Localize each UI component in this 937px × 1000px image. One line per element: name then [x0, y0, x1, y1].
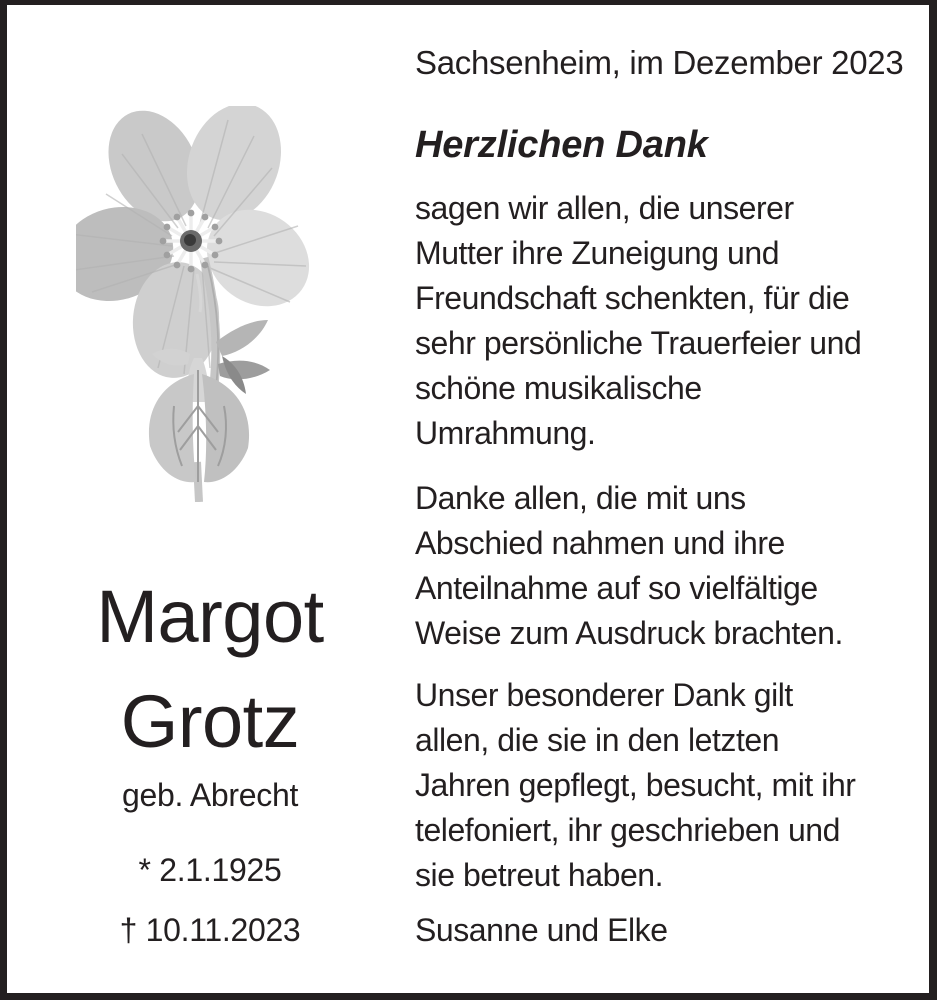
body-line: sagen wir allen, die unserer	[415, 190, 794, 226]
thanks-paragraph-2	[415, 476, 930, 656]
body-line: allen, die sie in den letzten	[415, 722, 780, 758]
body-line: Jahren gepflegt, besucht, mit ihr	[415, 767, 856, 803]
headline: Herzlichen Dank	[415, 124, 708, 166]
body-line: Freundschaft schenkten, für die	[415, 280, 850, 316]
thanks-paragraph-3	[415, 673, 930, 898]
body-line: Umrahmung.	[415, 415, 596, 451]
death-date: † 10.11.2023	[119, 912, 301, 948]
signature: Susanne und Elke	[415, 912, 668, 948]
body-line: Mutter ihre Zuneigung und	[415, 235, 780, 271]
body-line: Abschied nahmen und ihre	[415, 525, 785, 561]
body-line: Weise zum Ausdruck brachten.	[415, 615, 843, 651]
hellebore-flower-image	[76, 106, 314, 502]
body-line: Anteilnahme auf so vielfältige	[415, 570, 818, 606]
body-line: sehr persönliche Trauerfeier und	[415, 325, 862, 361]
thanks-paragraph-1	[415, 186, 930, 456]
body-line: Danke allen, die mit uns	[415, 480, 746, 516]
deceased-first-name: Margot	[96, 575, 324, 658]
birth-date: * 2.1.1925	[138, 852, 282, 888]
body-line: sie betreut haben.	[415, 857, 664, 893]
body-line: telefoniert, ihr geschrieben und	[415, 812, 840, 848]
dateline: Sachsenheim, im Dezember 2023	[415, 44, 904, 81]
body-line: Unser besonderer Dank gilt	[415, 677, 793, 713]
body-line: schöne musikalische	[415, 370, 702, 406]
deceased-last-name: Grotz	[120, 680, 300, 763]
maiden-name: geb. Abrecht	[121, 777, 299, 813]
